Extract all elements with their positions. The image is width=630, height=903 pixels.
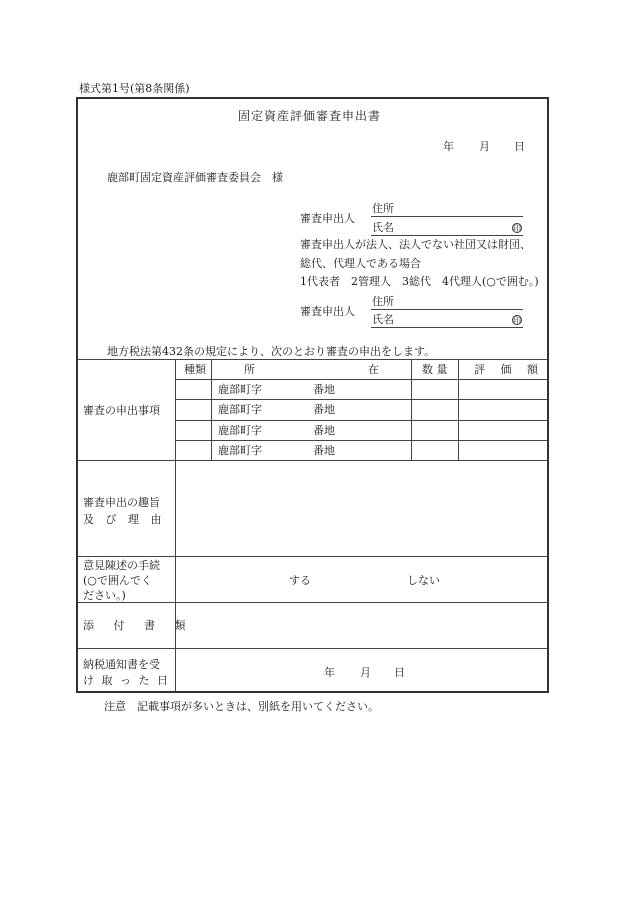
items-label: 審査の申出事項 bbox=[83, 404, 160, 417]
header-location-b: 在 bbox=[368, 363, 379, 376]
seal-icon: 印 bbox=[513, 224, 521, 233]
addressee: 鹿部町固定資産評価審査委員会 様 bbox=[107, 171, 283, 184]
row-town: 鹿部町字 bbox=[218, 424, 262, 437]
header-kind: 種類 bbox=[184, 363, 206, 376]
row-border-3 bbox=[175, 440, 547, 441]
received-day: 日 bbox=[394, 666, 405, 679]
date-month-label: 月 bbox=[479, 140, 490, 153]
header-bottom-border bbox=[175, 379, 547, 380]
row-lot: 番地 bbox=[313, 403, 335, 416]
applicant-label: 審査申出人 bbox=[300, 212, 355, 225]
received-year: 年 bbox=[324, 666, 335, 679]
row-town: 鹿部町字 bbox=[218, 444, 262, 457]
header-location-a: 所 bbox=[244, 363, 255, 376]
label-column-border bbox=[175, 359, 176, 691]
opinion-label-2: (○で囲んでく bbox=[83, 574, 152, 587]
header-value: 評 価 額 bbox=[474, 363, 544, 376]
seal-icon-2: 印 bbox=[513, 316, 521, 325]
row-lot: 番地 bbox=[313, 444, 335, 457]
footnote: 注意 記載事項が多いときは、別紙を用いてください。 bbox=[104, 700, 379, 713]
name-line[interactable] bbox=[371, 235, 523, 236]
corporate-note-line2: 総代、代理人である場合 bbox=[300, 257, 421, 270]
attachments-bottom-border bbox=[78, 648, 547, 649]
opinion-yes-option[interactable]: する bbox=[289, 574, 311, 587]
corporate-note-line3: 1代表者 2管理人 3総代 4代理人(○で囲む。) bbox=[300, 275, 539, 288]
received-label-2: け 取 っ た 日 bbox=[83, 674, 170, 687]
opinion-label-1: 意見陳述の手続 bbox=[83, 559, 160, 572]
reason-label-2: 及 び 理 由 bbox=[83, 513, 166, 526]
row-town: 鹿部町字 bbox=[218, 383, 262, 396]
form-number: 様式第1号(第8条関係) bbox=[79, 82, 190, 95]
form-title: 固定資産評価審査申出書 bbox=[238, 109, 382, 123]
opinion-no-option[interactable]: しない bbox=[407, 574, 440, 587]
location-column-border bbox=[411, 359, 412, 460]
opinion-bottom-border bbox=[78, 602, 547, 603]
row-border-2 bbox=[175, 420, 547, 421]
reason-label-1: 審査申出の趣旨 bbox=[83, 496, 160, 509]
reason-bottom-border bbox=[78, 556, 547, 557]
address-label: 住所 bbox=[372, 202, 394, 215]
received-month: 月 bbox=[360, 666, 371, 679]
opinion-label-3: ださい。) bbox=[83, 589, 126, 602]
row-border-1 bbox=[175, 399, 547, 400]
row-lot: 番地 bbox=[313, 383, 335, 396]
address2-label: 住所 bbox=[372, 295, 394, 308]
qty-column-border bbox=[458, 359, 459, 460]
name-label: 氏名 bbox=[372, 221, 394, 234]
attachments-label: 添 付 書 類 bbox=[83, 619, 194, 632]
date-day-label: 日 bbox=[514, 140, 525, 153]
corporate-note-line1: 審査申出人が法人、法人でない社団又は財団、 bbox=[300, 238, 531, 251]
address-line[interactable] bbox=[371, 216, 523, 217]
received-label-1: 納税通知書を受 bbox=[83, 658, 160, 671]
date-year-label: 年 bbox=[443, 140, 454, 153]
name2-label: 氏名 bbox=[372, 313, 394, 326]
row-lot: 番地 bbox=[313, 424, 335, 437]
address2-line[interactable] bbox=[371, 309, 523, 310]
row-town: 鹿部町字 bbox=[218, 403, 262, 416]
statement-text: 地方税法第432条の規定により、次のとおり審査の申出をします。 bbox=[107, 345, 436, 358]
table-top-border bbox=[78, 359, 547, 360]
name2-line[interactable] bbox=[371, 327, 523, 328]
application-form bbox=[76, 97, 549, 693]
items-bottom-border bbox=[78, 460, 547, 461]
header-qty: 数 量 bbox=[422, 363, 448, 376]
applicant2-label: 審査申出人 bbox=[300, 305, 355, 318]
kind-column-border bbox=[211, 359, 212, 460]
